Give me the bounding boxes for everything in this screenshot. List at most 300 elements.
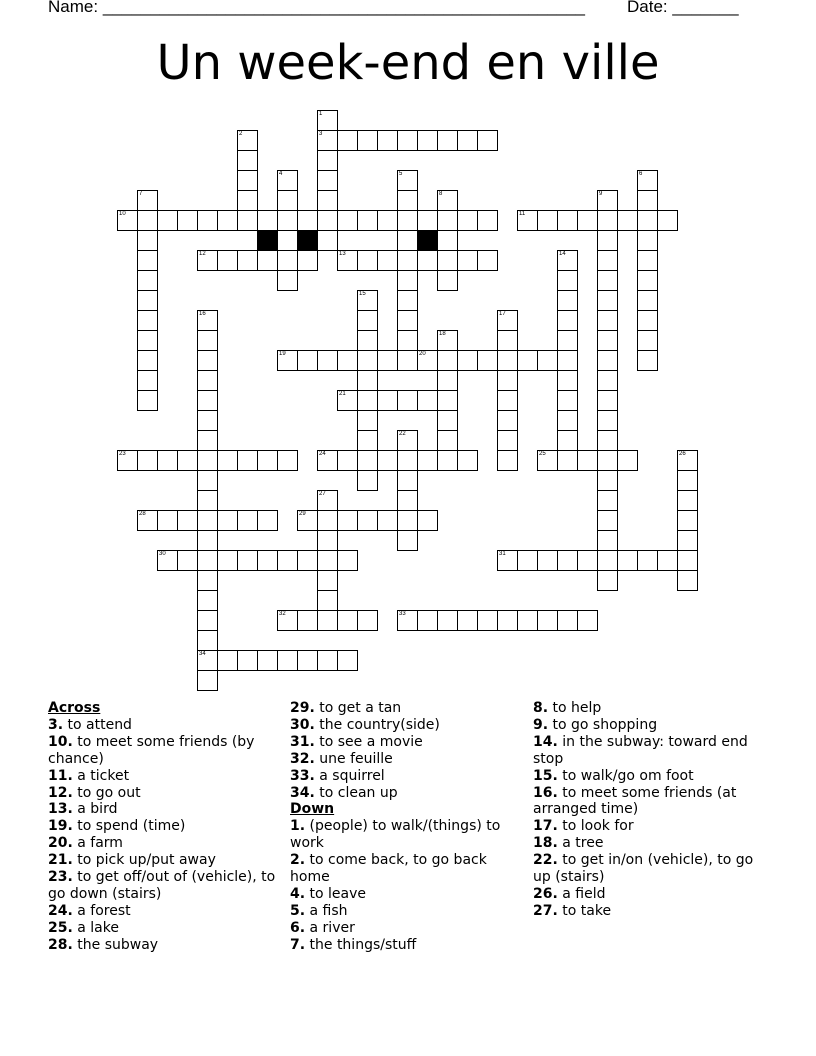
- grid-cell[interactable]: [277, 190, 298, 211]
- grid-cell[interactable]: [657, 550, 678, 571]
- clue-text: (people) to walk/(things) to work: [290, 818, 501, 852]
- clue-text: to attend: [63, 716, 132, 733]
- clue-item: [48, 818, 280, 835]
- grid-cell[interactable]: [457, 250, 478, 271]
- grid-cell[interactable]: [337, 650, 358, 671]
- grid-cell[interactable]: [337, 510, 358, 531]
- grid-cell[interactable]: [357, 430, 378, 451]
- across-heading: Across: [48, 700, 101, 716]
- grid-cell[interactable]: [277, 350, 298, 371]
- grid-cell[interactable]: [197, 670, 218, 691]
- clue-item: [533, 700, 773, 717]
- grid-cell[interactable]: [437, 250, 458, 271]
- grid-cell[interactable]: [317, 170, 338, 191]
- clue-number: 9: [599, 191, 603, 197]
- grid-cell[interactable]: [417, 390, 438, 411]
- grid-cell[interactable]: [397, 230, 418, 251]
- grid-cell[interactable]: [597, 550, 618, 571]
- grid-cell[interactable]: [457, 210, 478, 231]
- grid-cell[interactable]: [197, 350, 218, 371]
- grid-cell[interactable]: [337, 210, 358, 231]
- grid-cell[interactable]: [497, 370, 518, 391]
- clue-number: 25: [539, 451, 546, 457]
- grid-cell[interactable]: [417, 510, 438, 531]
- grid-cell[interactable]: [277, 230, 298, 251]
- grid-cell[interactable]: [197, 550, 218, 571]
- grid-cell[interactable]: [277, 210, 298, 231]
- grid-cell[interactable]: [437, 230, 458, 251]
- grid-cell[interactable]: [557, 290, 578, 311]
- grid-cell[interactable]: [297, 650, 318, 671]
- grid-cell[interactable]: [597, 490, 618, 511]
- clue-item: [290, 734, 512, 751]
- grid-cell[interactable]: [637, 350, 658, 371]
- grid-cell[interactable]: [317, 150, 338, 171]
- clue-item: [533, 818, 773, 835]
- grid-cell[interactable]: [357, 130, 378, 151]
- grid-cell[interactable]: [637, 330, 658, 351]
- grid-cell[interactable]: [317, 570, 338, 591]
- grid-cell[interactable]: [397, 290, 418, 311]
- clue-item: [48, 734, 280, 768]
- grid-cell[interactable]: [597, 450, 618, 471]
- grid-cell[interactable]: [517, 350, 538, 371]
- grid-cell[interactable]: [537, 350, 558, 371]
- grid-cell[interactable]: [357, 510, 378, 531]
- grid-cell[interactable]: [357, 250, 378, 271]
- grid-cell[interactable]: [197, 450, 218, 471]
- grid-cell[interactable]: [237, 550, 258, 571]
- grid-cell[interactable]: [597, 230, 618, 251]
- grid-cell[interactable]: [257, 550, 278, 571]
- grid-cell[interactable]: [357, 210, 378, 231]
- grid-cell[interactable]: [197, 470, 218, 491]
- clues-column-1: [48, 700, 280, 954]
- grid-cell[interactable]: [137, 210, 158, 231]
- grid-cell[interactable]: [237, 650, 258, 671]
- grid-cell[interactable]: [437, 330, 458, 351]
- grid-cell[interactable]: [497, 450, 518, 471]
- grid-cell[interactable]: [157, 510, 178, 531]
- grid-cell[interactable]: [437, 190, 458, 211]
- grid-cell[interactable]: [157, 210, 178, 231]
- grid-cell[interactable]: [557, 390, 578, 411]
- grid-cell[interactable]: [317, 190, 338, 211]
- clue-item: [290, 751, 512, 768]
- grid-cell[interactable]: [257, 510, 278, 531]
- clue-number-label: 14.: [533, 733, 558, 750]
- grid-cell[interactable]: [277, 650, 298, 671]
- grid-cell[interactable]: [477, 210, 498, 231]
- grid-cell[interactable]: [177, 510, 198, 531]
- grid-cell[interactable]: [537, 210, 558, 231]
- grid-cell[interactable]: [197, 250, 218, 271]
- grid-cell[interactable]: [297, 510, 318, 531]
- grid-cell[interactable]: [517, 210, 538, 231]
- grid-cell[interactable]: [397, 510, 418, 531]
- grid-cell[interactable]: [317, 530, 338, 551]
- grid-cell[interactable]: [577, 210, 598, 231]
- grid-cell[interactable]: [597, 570, 618, 591]
- grid-cell[interactable]: [257, 250, 278, 271]
- grid-cell[interactable]: [397, 210, 418, 231]
- grid-cell[interactable]: [217, 650, 238, 671]
- grid-cell[interactable]: [637, 550, 658, 571]
- grid-cell[interactable]: [397, 610, 418, 631]
- grid-cell[interactable]: [437, 350, 458, 371]
- grid-cell[interactable]: [537, 450, 558, 471]
- grid-cell[interactable]: [157, 450, 178, 471]
- date-blank: _______: [672, 0, 739, 16]
- grid-cell[interactable]: [557, 610, 578, 631]
- grid-cell[interactable]: [377, 210, 398, 231]
- grid-cell[interactable]: [437, 610, 458, 631]
- grid-cell[interactable]: [337, 250, 358, 271]
- grid-cell[interactable]: [677, 550, 698, 571]
- grid-cell[interactable]: [397, 530, 418, 551]
- grid-cell[interactable]: [137, 350, 158, 371]
- grid-cell[interactable]: [497, 410, 518, 431]
- grid-cell[interactable]: [437, 450, 458, 471]
- grid-cell[interactable]: [557, 330, 578, 351]
- grid-cell[interactable]: [237, 250, 258, 271]
- grid-cell[interactable]: [597, 270, 618, 291]
- grid-cell[interactable]: [277, 270, 298, 291]
- grid-cell[interactable]: [637, 310, 658, 331]
- grid-cell[interactable]: [597, 290, 618, 311]
- grid-cell[interactable]: [197, 610, 218, 631]
- grid-cell[interactable]: [197, 590, 218, 611]
- grid-cell[interactable]: [357, 450, 378, 471]
- grid-cell[interactable]: [337, 550, 358, 571]
- grid-cell[interactable]: [377, 350, 398, 371]
- grid-cell[interactable]: [457, 610, 478, 631]
- grid-cell[interactable]: [237, 190, 258, 211]
- grid-cell[interactable]: [137, 390, 158, 411]
- grid-cell[interactable]: [657, 210, 678, 231]
- grid-cell[interactable]: [577, 610, 598, 631]
- grid-cell[interactable]: [237, 150, 258, 171]
- clue-number-label: 29.: [290, 700, 315, 716]
- grid-cell[interactable]: [597, 530, 618, 551]
- grid-cell[interactable]: [217, 550, 238, 571]
- grid-cell[interactable]: [397, 170, 418, 191]
- grid-cell[interactable]: [137, 290, 158, 311]
- grid-cell[interactable]: [257, 210, 278, 231]
- grid-cell[interactable]: [557, 270, 578, 291]
- grid-cell[interactable]: [197, 650, 218, 671]
- grid-cell[interactable]: [417, 450, 438, 471]
- grid-cell[interactable]: [417, 250, 438, 271]
- grid-cell[interactable]: [497, 310, 518, 331]
- grid-cell[interactable]: [397, 470, 418, 491]
- grid-cell[interactable]: [597, 210, 618, 231]
- grid-cell[interactable]: [397, 190, 418, 211]
- grid-cell[interactable]: [317, 510, 338, 531]
- grid-cell[interactable]: [557, 550, 578, 571]
- grid-cell[interactable]: [277, 610, 298, 631]
- grid-cell[interactable]: [477, 350, 498, 371]
- grid-cell[interactable]: [137, 270, 158, 291]
- grid-cell[interactable]: [357, 350, 378, 371]
- grid-cell[interactable]: [377, 130, 398, 151]
- grid-cell[interactable]: [197, 570, 218, 591]
- grid-cell[interactable]: [457, 450, 478, 471]
- grid-cell[interactable]: [617, 450, 638, 471]
- grid-cell[interactable]: [397, 250, 418, 271]
- grid-cell[interactable]: [437, 370, 458, 391]
- grid-cell[interactable]: [357, 370, 378, 391]
- grid-cell[interactable]: [257, 450, 278, 471]
- grid-cell[interactable]: [557, 370, 578, 391]
- grid-cell[interactable]: [637, 230, 658, 251]
- grid-cell[interactable]: [677, 530, 698, 551]
- grid-cell[interactable]: [317, 450, 338, 471]
- grid-cell[interactable]: [477, 130, 498, 151]
- grid-cell[interactable]: [137, 190, 158, 211]
- grid-cell[interactable]: [417, 350, 438, 371]
- grid-cell[interactable]: [197, 390, 218, 411]
- grid-cell[interactable]: [497, 430, 518, 451]
- grid-cell[interactable]: [497, 390, 518, 411]
- grid-cell[interactable]: [237, 510, 258, 531]
- grid-cell[interactable]: [337, 350, 358, 371]
- grid-cell[interactable]: [597, 470, 618, 491]
- grid-cell[interactable]: [237, 210, 258, 231]
- grid-cell[interactable]: [297, 610, 318, 631]
- grid-cell[interactable]: [377, 510, 398, 531]
- grid-cell[interactable]: [637, 170, 658, 191]
- grid-cell[interactable]: [397, 310, 418, 331]
- grid-cell[interactable]: [137, 370, 158, 391]
- grid-cell[interactable]: [217, 510, 238, 531]
- grid-cell[interactable]: [677, 490, 698, 511]
- grid-cell[interactable]: [497, 550, 518, 571]
- grid-cell[interactable]: [197, 210, 218, 231]
- grid-cell[interactable]: [337, 450, 358, 471]
- grid-cell[interactable]: [137, 330, 158, 351]
- grid-cell[interactable]: [337, 130, 358, 151]
- grid-cell[interactable]: [437, 390, 458, 411]
- grid-cell[interactable]: [197, 330, 218, 351]
- grid-cell[interactable]: [437, 410, 458, 431]
- clue-number: 17: [499, 311, 506, 317]
- grid-cell[interactable]: [357, 410, 378, 431]
- grid-cell[interactable]: [197, 510, 218, 531]
- grid-cell[interactable]: [317, 210, 338, 231]
- grid-cell[interactable]: [357, 610, 378, 631]
- grid-cell[interactable]: [677, 470, 698, 491]
- clue-number: 4: [279, 171, 283, 177]
- grid-cell[interactable]: [257, 650, 278, 671]
- grid-cell[interactable]: [417, 210, 438, 231]
- grid-cell[interactable]: [277, 250, 298, 271]
- grid-cell[interactable]: [477, 610, 498, 631]
- clue-number-label: 32.: [290, 750, 315, 767]
- grid-cell[interactable]: [357, 310, 378, 331]
- grid-cell[interactable]: [437, 270, 458, 291]
- grid-cell[interactable]: [397, 490, 418, 511]
- grid-cell[interactable]: [397, 330, 418, 351]
- grid-cell[interactable]: [197, 370, 218, 391]
- grid-cell[interactable]: [297, 210, 318, 231]
- grid-cell[interactable]: [557, 430, 578, 451]
- grid-cell[interactable]: [537, 610, 558, 631]
- grid-cell[interactable]: [377, 250, 398, 271]
- grid-cell[interactable]: [337, 390, 358, 411]
- grid-cell[interactable]: [317, 350, 338, 371]
- clue-number: 6: [639, 171, 643, 177]
- clue-number: 19: [279, 351, 286, 357]
- grid-cell[interactable]: [497, 330, 518, 351]
- grid-cell[interactable]: [297, 250, 318, 271]
- clue-text: the subway: [72, 936, 159, 953]
- grid-cell[interactable]: [597, 350, 618, 371]
- grid-cell[interactable]: [317, 230, 338, 251]
- grid-cell[interactable]: [637, 270, 658, 291]
- grid-cell[interactable]: [237, 130, 258, 151]
- grid-cell[interactable]: [337, 610, 358, 631]
- grid-cell[interactable]: [117, 450, 138, 471]
- grid-cell[interactable]: [397, 450, 418, 471]
- grid-cell[interactable]: [137, 510, 158, 531]
- grid-cell[interactable]: [597, 430, 618, 451]
- grid-cell[interactable]: [437, 210, 458, 231]
- grid-cell[interactable]: [317, 550, 338, 571]
- grid-cell[interactable]: [537, 550, 558, 571]
- grid-cell[interactable]: [417, 130, 438, 151]
- grid-cell[interactable]: [497, 350, 518, 371]
- clue-text: a squirrel: [314, 767, 385, 784]
- grid-cell[interactable]: [317, 490, 338, 511]
- grid-cell[interactable]: [317, 590, 338, 611]
- clue-number-label: 17.: [533, 818, 558, 835]
- grid-cell[interactable]: [597, 510, 618, 531]
- grid-cell[interactable]: [297, 550, 318, 571]
- grid-cell[interactable]: [297, 350, 318, 371]
- grid-cell[interactable]: [137, 310, 158, 331]
- grid-cell[interactable]: [237, 170, 258, 191]
- grid-cell[interactable]: [317, 110, 338, 131]
- grid-cell[interactable]: [377, 450, 398, 471]
- clue-number: 26: [679, 451, 686, 457]
- grid-cell[interactable]: [677, 570, 698, 591]
- grid-cell[interactable]: [397, 430, 418, 451]
- grid-cell[interactable]: [557, 450, 578, 471]
- clue-number: 34: [199, 651, 206, 657]
- grid-cell[interactable]: [597, 310, 618, 331]
- grid-cell[interactable]: [197, 630, 218, 651]
- grid-cell[interactable]: [517, 550, 538, 571]
- grid-cell[interactable]: [397, 130, 418, 151]
- grid-cell[interactable]: [597, 370, 618, 391]
- grid-cell[interactable]: [597, 410, 618, 431]
- grid-cell[interactable]: [597, 250, 618, 271]
- grid-cell[interactable]: [237, 450, 258, 471]
- grid-cell[interactable]: [577, 450, 598, 471]
- grid-cell[interactable]: [137, 450, 158, 471]
- grid-cell[interactable]: [417, 610, 438, 631]
- grid-cell[interactable]: [117, 210, 138, 231]
- grid-cell[interactable]: [397, 390, 418, 411]
- grid-cell[interactable]: [157, 550, 178, 571]
- grid-cell[interactable]: [217, 450, 238, 471]
- clue-item: [48, 717, 280, 734]
- grid-cell[interactable]: [477, 250, 498, 271]
- grid-cell[interactable]: [437, 430, 458, 451]
- grid-cell[interactable]: [557, 310, 578, 331]
- grid-cell[interactable]: [437, 130, 458, 151]
- grid-cell[interactable]: [597, 390, 618, 411]
- grid-cell[interactable]: [197, 310, 218, 331]
- grid-cell[interactable]: [677, 510, 698, 531]
- clue-text: a river: [305, 919, 355, 936]
- grid-cell[interactable]: [137, 230, 158, 251]
- grid-cell[interactable]: [497, 610, 518, 631]
- grid-cell[interactable]: [197, 410, 218, 431]
- grid-cell[interactable]: [177, 450, 198, 471]
- grid-cell[interactable]: [277, 170, 298, 191]
- grid-cell[interactable]: [197, 530, 218, 551]
- grid-cell[interactable]: [557, 410, 578, 431]
- clue-number-label: 24.: [48, 902, 73, 919]
- grid-cell[interactable]: [197, 430, 218, 451]
- grid-cell[interactable]: [637, 210, 658, 231]
- grid-cell[interactable]: [617, 550, 638, 571]
- grid-cell[interactable]: [137, 250, 158, 271]
- grid-cell[interactable]: [197, 490, 218, 511]
- grid-cell[interactable]: [357, 290, 378, 311]
- clue-number: 3: [319, 131, 323, 137]
- grid-cell[interactable]: [557, 250, 578, 271]
- grid-cell[interactable]: [637, 250, 658, 271]
- grid-cell[interactable]: [317, 650, 338, 671]
- grid-cell[interactable]: [377, 390, 398, 411]
- grid-cell[interactable]: [517, 610, 538, 631]
- clue-text: to meet some friends (at arranged time): [533, 784, 737, 818]
- clue-text: to get in/on (vehicle), to go up (stairs): [533, 852, 754, 886]
- grid-cell[interactable]: [397, 350, 418, 371]
- grid-cell[interactable]: [557, 350, 578, 371]
- grid-cell[interactable]: [557, 210, 578, 231]
- grid-cell[interactable]: [177, 210, 198, 231]
- grid-cell[interactable]: [317, 610, 338, 631]
- grid-cell[interactable]: [637, 190, 658, 211]
- grid-cell[interactable]: [577, 550, 598, 571]
- grid-cell[interactable]: [217, 210, 238, 231]
- grid-cell[interactable]: [217, 250, 238, 271]
- clue-number-label: 15.: [533, 767, 558, 784]
- grid-cell[interactable]: [597, 330, 618, 351]
- grid-cell[interactable]: [457, 350, 478, 371]
- grid-cell[interactable]: [357, 390, 378, 411]
- grid-cell[interactable]: [317, 130, 338, 151]
- grid-cell[interactable]: [357, 470, 378, 491]
- grid-cell[interactable]: [457, 130, 478, 151]
- grid-cell[interactable]: [617, 210, 638, 231]
- grid-cell[interactable]: [637, 290, 658, 311]
- clue-number-label: 23.: [48, 869, 73, 886]
- grid-block: [297, 230, 318, 251]
- grid-cell[interactable]: [177, 550, 198, 571]
- grid-cell[interactable]: [677, 450, 698, 471]
- grid-cell[interactable]: [357, 330, 378, 351]
- grid-cell[interactable]: [397, 270, 418, 291]
- grid-cell[interactable]: [597, 190, 618, 211]
- grid-cell[interactable]: [277, 450, 298, 471]
- grid-cell[interactable]: [277, 550, 298, 571]
- clues-column-2: [290, 700, 512, 954]
